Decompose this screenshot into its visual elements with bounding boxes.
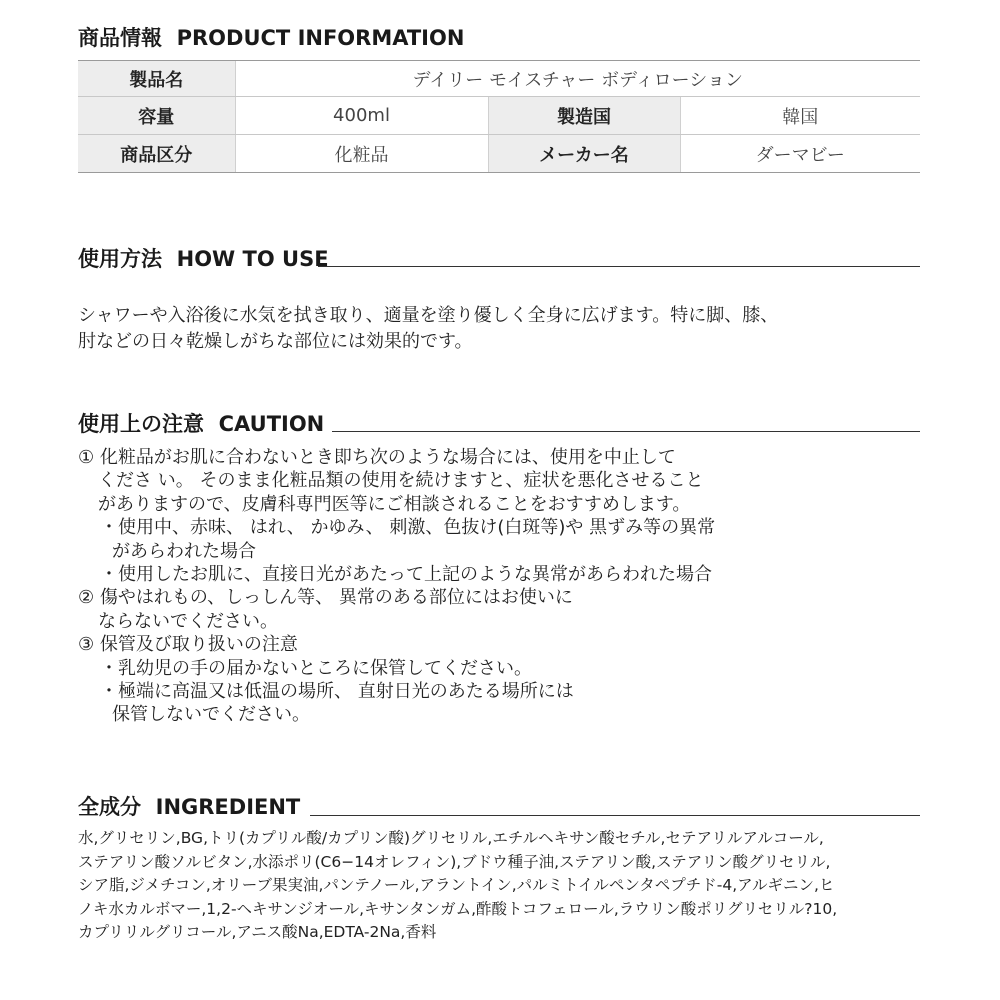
table-row bbox=[78, 61, 920, 97]
ingredient-list bbox=[78, 827, 928, 945]
product-info-title: 商品情報 bbox=[78, 26, 162, 50]
how-to-use-divider bbox=[318, 266, 920, 267]
ingredient-line: シア脂,ジメチコン,オリーブ果実油,パンテノール,アラントイン,パルミトイルペンタペプチド-4,アルギニン,ヒ bbox=[78, 876, 835, 894]
ingredient-heading bbox=[78, 791, 300, 821]
caution-line: があらわれた場合 bbox=[112, 540, 256, 562]
caution-line: ならないでください。 bbox=[98, 610, 278, 632]
caution-line: ② 傷やはれもの、しっしん等、 異常のある部位にはお使いに bbox=[78, 587, 573, 609]
product-info-heading bbox=[78, 22, 464, 52]
caution-title-en: CAUTION bbox=[218, 412, 325, 436]
caution-list bbox=[78, 446, 715, 727]
product-name-label: 製品名 bbox=[78, 61, 235, 97]
ingredient-title: 全成分 bbox=[78, 795, 141, 819]
table-row bbox=[78, 97, 920, 135]
how-to-use-line: 肘などの日々乾燥しがちな部位には効果的です。 bbox=[78, 331, 473, 352]
category-value: 化粧品 bbox=[235, 135, 488, 173]
caution-line: ・乳幼児の手の届かないところに保管してください。 bbox=[100, 657, 532, 679]
caution-line: ① 化粧品がお肌に合わないとき即ち次のような場合には、使用を中止して bbox=[78, 447, 676, 468]
ingredient-line: ステアリン酸ソルビタン,水添ポリ(C6−14オレフィン),ブドウ種子油,ステアリン酸,ステアリン酸グリセリル, bbox=[78, 852, 831, 871]
how-to-use-text bbox=[78, 303, 928, 355]
how-to-use-line: シャワーや入浴後に水気を拭き取り、適量を塗り優しく全身に広げます。特に脚、膝、 bbox=[78, 305, 779, 326]
caution-line: ・極端に高温又は低温の場所、 直射日光のあたる場所には bbox=[100, 680, 574, 702]
caution-title: 使用上の注意 bbox=[78, 412, 204, 436]
ingredient-divider bbox=[310, 815, 920, 816]
how-to-use-title-en: HOW TO USE bbox=[176, 247, 329, 271]
caution-line: 保管しないでください。 bbox=[112, 704, 310, 726]
table-row bbox=[78, 135, 920, 173]
caution-heading bbox=[78, 408, 324, 438]
caution-line: がありますので、皮膚科専門医等にご相談されることをおすすめします。 bbox=[98, 493, 691, 515]
ingredient-line: ノキ水カルボマー,1,2-ヘキサンジオール,キサンタンガム,酢酸トコフェロール,ラウリン酸ポリグリセリル?10, bbox=[78, 899, 838, 918]
country-value: 韓国 bbox=[680, 97, 920, 135]
product-info-title-en: PRODUCT INFORMATION bbox=[176, 26, 465, 50]
caution-line: ③ 保管及び取り扱いの注意 bbox=[78, 634, 298, 656]
product-info-table bbox=[78, 60, 920, 173]
category-label: 商品区分 bbox=[78, 135, 235, 173]
how-to-use-title: 使用方法 bbox=[78, 247, 162, 271]
maker-label: メーカー名 bbox=[488, 135, 680, 173]
volume-value: 400ml bbox=[235, 97, 488, 135]
caution-line: ・使用中、赤味、 はれ、 かゆみ、 刺激、色抜け(白斑等)や 黒ずみ等の異常 bbox=[100, 517, 716, 539]
ingredient-line: カプリリルグリコール,アニス酸Na,EDTA-2Na,香料 bbox=[78, 923, 437, 941]
product-name-value: デイリー モイスチャー ボディローション bbox=[235, 61, 920, 97]
volume-label: 容量 bbox=[78, 97, 235, 135]
caution-line: ・使用したお肌に、直接日光があたって上記のような異常があらわれた場合 bbox=[100, 563, 712, 585]
country-label: 製造国 bbox=[488, 97, 680, 135]
caution-divider bbox=[332, 431, 920, 432]
maker-value: ダーマビー bbox=[680, 135, 920, 173]
how-to-use-heading bbox=[78, 243, 329, 273]
ingredient-title-en: INGREDIENT bbox=[155, 795, 301, 819]
caution-line: くださ い。 そのまま化粧品類の使用を続けますと、症状を悪化させること bbox=[98, 470, 704, 492]
ingredient-line: 水,グリセリン,BG,トリ(カプリル酸/カプリン酸)グリセリル,エチルヘキサン酸セチル,セテアリルアルコール, bbox=[78, 829, 824, 847]
